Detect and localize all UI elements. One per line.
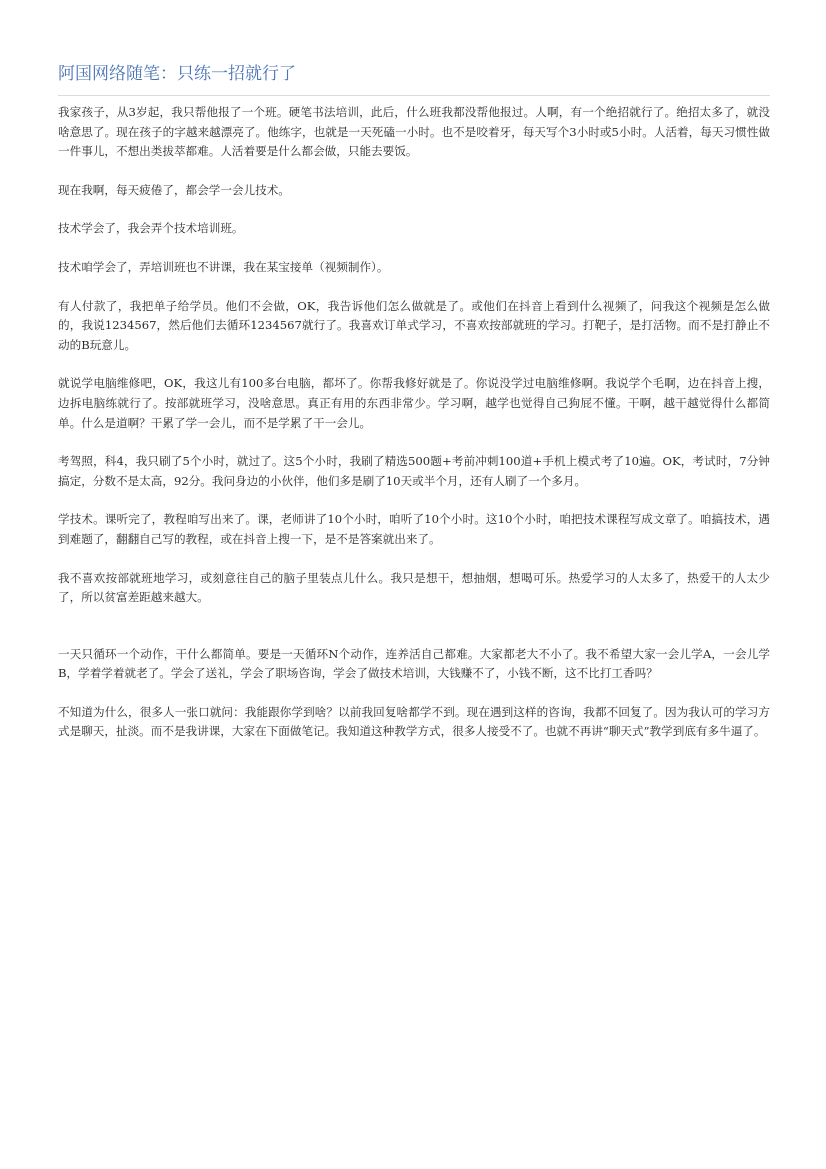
paragraph-10: 一天只循环一个动作，干什么都简单。要是一天循环N个动作，连养活自己都难。大家都老大不小了。我不希望大家一会儿学A，一会儿学B，学着学着就老了。学会了送礼，学会了职场咨询，学会了做技术培训，大钱赚不了，小钱不断，这不比打工香吗？	[58, 646, 770, 681]
paragraph-9: 我不喜欢按部就班地学习，或刻意往自己的脑子里装点儿什么。我只是想干，想抽烟，想喝可乐。热爱学习的人太多了，热爱干的人太少了，所以贫富差距越来越大。	[58, 570, 770, 605]
title-divider	[58, 95, 770, 96]
paragraph-4: 技术咱学会了，弄培训班也不讲课，我在某宝接单（视频制作）。	[58, 259, 389, 274]
paragraph-7: 考驾照，科4，我只刷了5个小时，就过了。这5个小时，我刷了精选500题+考前冲刺100道+手机上模式考了10遍。OK，考试时，7分钟搞定，分数不是太高，92分。我问身边的小伙伴，他们多是刷了10天或半个月，还有人刷了一个多月。	[58, 454, 770, 488]
paragraph-1: 我家孩子，从3岁起，我只帮他报了一个班。硬笔书法培训，此后，什么班我都没帮他报过。人啊，有一个绝招就行了。绝招太多了，就没啥意思了。现在孩子的字越来越漂亮了。他练字，也就是一天死磕一小时。也不是咬着牙，每天写个3小时或5小时。人活着，每天习惯性做一件事儿，不想出类拔萃都难。人活着要是什么都会做，只能去要饭。	[58, 105, 770, 159]
paragraph-11: 不知道为什么，很多人一张口就问：我能跟你学到啥？以前我回复啥都学不到。现在遇到这样的咨询，我都不回复了。因为我认可的学习方式是聊天，扯淡。而不是我讲课，大家在下面做笔记。我知道这种教学方式，很多人接受不了。也就不再讲“聊天式”教学到底有多牛逼了。	[58, 704, 770, 739]
paragraph-8: 学技术。课听完了，教程咱写出来了。课，老师讲了10个小时，咱听了10个小时。这10个小时，咱把技术课程写成文章了。咱搞技术，遇到难题了，翻翻自己写的教程，或在抖音上搜一下，是不是答案就出来了。	[58, 512, 770, 546]
article	[58, 0, 770, 742]
paragraph-3: 技术学会了，我会弄个技术培训班。	[58, 221, 244, 236]
paragraph-2: 现在我啊，每天疲倦了，都会学一会儿技术。	[58, 182, 290, 197]
paragraph-6: 就说学电脑维修吧，OK，我这儿有100多台电脑，都坏了。你帮我修好就是了。你说没学过电脑维修啊。我说学个毛啊，边在抖音上搜，边拆电脑练就行了。按部就班学习，没啥意思。真正有用的东西非常少。学习啊，越学也觉得自己狗屁不懂。干啊，越干越觉得什么都简单。什么是道啊？干累了学一会儿，而不是学累了干一会儿。	[58, 376, 770, 430]
paragraph-5: 有人付款了，我把单子给学员。他们不会做，OK，我告诉他们怎么做就是了。或他们在抖音上看到什么视频了，问我这个视频是怎么做的，我说1234567，然后他们去循环1234567就行了。我喜欢订单式学习，不喜欢按部就班的学习。打靶子，是打活物。而不是打静止不动的B玩意儿。	[58, 298, 770, 352]
article-title: 阿国网络随笔：只练一招就行了	[58, 64, 296, 84]
